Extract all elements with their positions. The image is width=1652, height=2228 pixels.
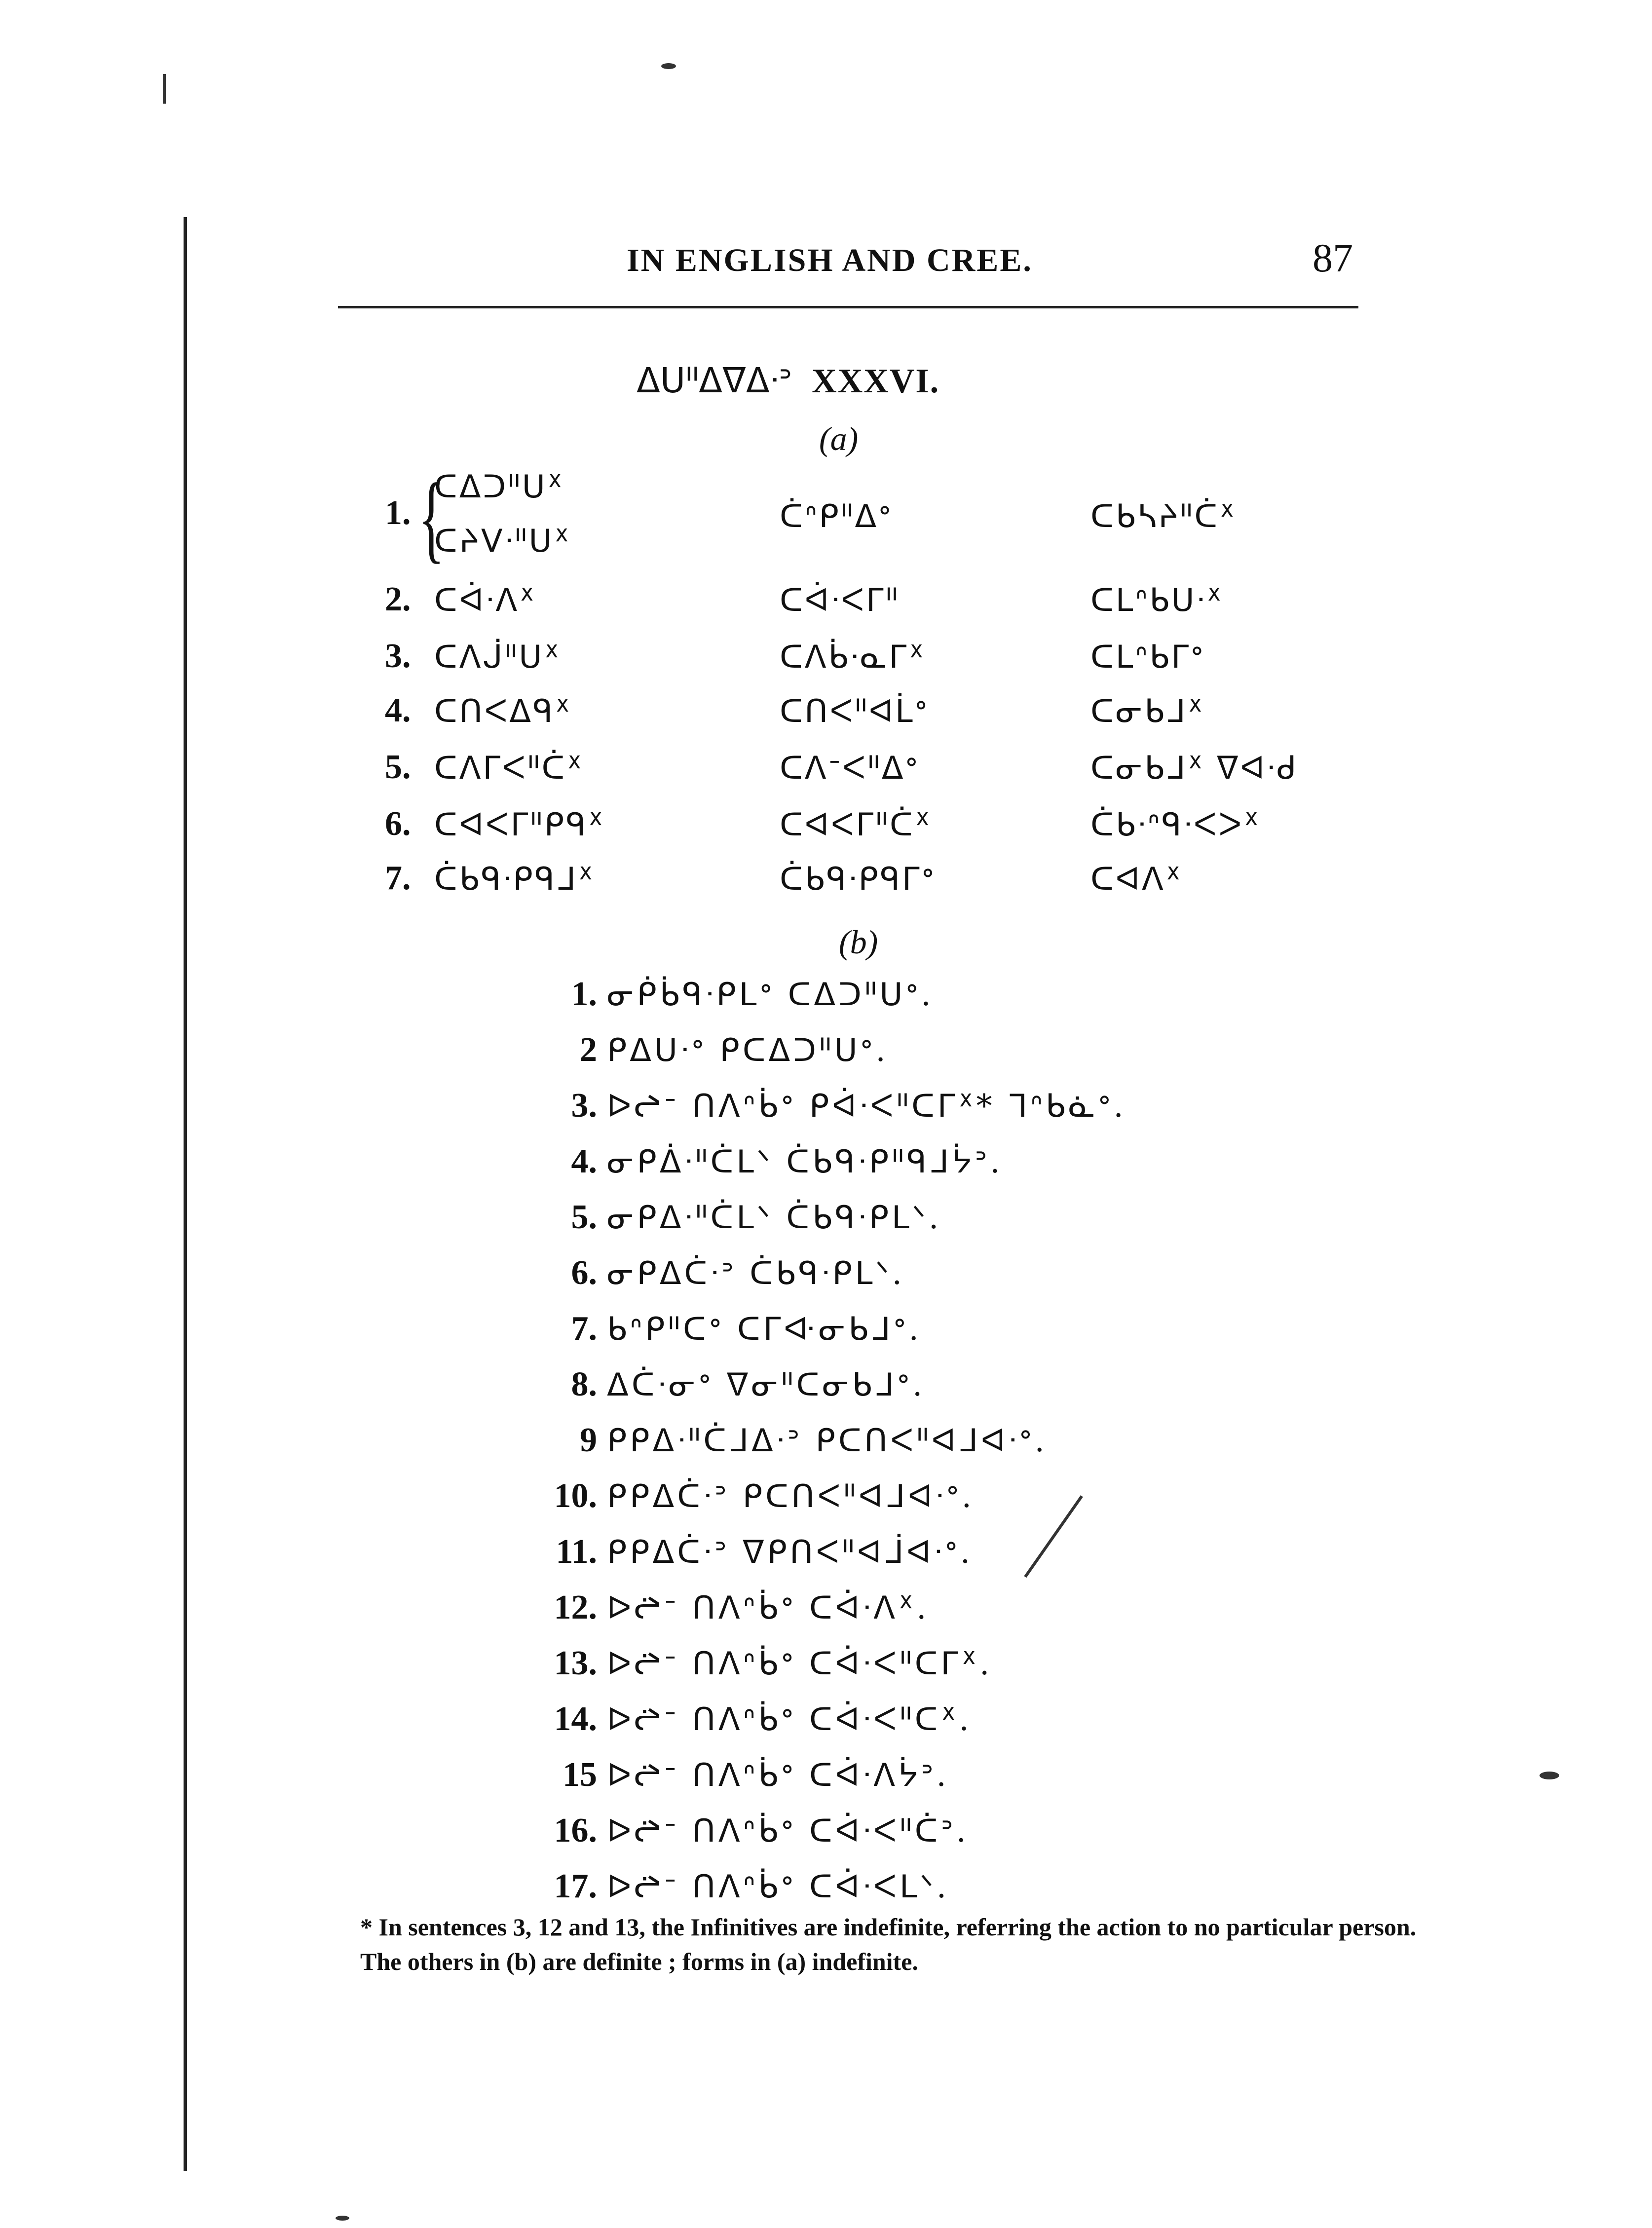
pencil-mark bbox=[1024, 1495, 1083, 1578]
part-a-label: (a) bbox=[819, 420, 859, 457]
part-b-row bbox=[543, 1755, 949, 1795]
ink-smudge bbox=[1539, 1772, 1559, 1779]
part-b-num: 2 bbox=[580, 1031, 597, 1069]
part-b-text: ᐅᖡᐨ ᑎᐱᐢᑳᐤ ᑕᐋᐧᐸᒪᐠ. bbox=[607, 1869, 950, 1905]
part-a-6-col1: ᑕᐊᐸᒥᐦᑭᑫᕽ bbox=[434, 807, 605, 843]
part-a-1-col2: ᑖᐢᑭᐦᐃᐤ bbox=[780, 498, 893, 535]
part-a-4-col2: ᑕᑎᐸᐦᐊᒫᐤ bbox=[780, 693, 929, 730]
part-a-7-col3: ᑕᐊᐱᕽ bbox=[1090, 861, 1183, 898]
ink-smudge bbox=[661, 63, 676, 69]
part-b-row bbox=[543, 1421, 1048, 1460]
part-b-row bbox=[543, 1198, 941, 1237]
part-a-2-col2: ᑕᐋᐧᐸᒥᐦ bbox=[780, 582, 900, 619]
part-a-2-col3: ᑕᒪᐢᑲᑌᐧᕽ bbox=[1090, 582, 1224, 619]
part-b-text: ᑭᑭᐃᑖᐧᐣ ᐁᑭᑎᐸᐦᐊᒨᐊᐧᐤ. bbox=[607, 1534, 974, 1571]
part-b-num: 12. bbox=[554, 1588, 597, 1626]
part-b-row bbox=[543, 1867, 949, 1906]
part-b-num: 15 bbox=[563, 1756, 597, 1794]
part-a-num-1: 1. bbox=[385, 494, 411, 532]
part-b-text: ᓂᑭᐃᑖᐧᐣ ᑖᑲᑫᐧᑭᒪᐠ. bbox=[607, 1255, 905, 1292]
part-a-1-col3: ᑕᑲᓴᔨᐦᑖᕽ bbox=[1090, 498, 1237, 535]
part-b-row bbox=[543, 1309, 922, 1349]
binding-line bbox=[184, 217, 187, 2171]
page-number: 87 bbox=[1313, 235, 1353, 280]
part-b-num: 14. bbox=[554, 1700, 597, 1738]
part-b-row bbox=[543, 1365, 925, 1404]
part-b-text: ᑭᐃᑌᐧᐤ ᑭᑕᐃᑐᐦᑌᐤ. bbox=[607, 1032, 889, 1069]
part-a-7-col1: ᑖᑲᑫᐧᑭᑫᒧᕽ bbox=[434, 861, 595, 898]
part-b-num: 4. bbox=[571, 1142, 597, 1180]
part-a-3-col3: ᑕᒪᐢᑲᒥᐤ bbox=[1090, 639, 1205, 676]
part-b-num: 10. bbox=[554, 1477, 597, 1515]
part-b-num: 9 bbox=[580, 1421, 597, 1459]
part-b-num: 6. bbox=[571, 1254, 597, 1292]
brace: { bbox=[418, 463, 445, 572]
header-rule bbox=[338, 306, 1358, 308]
part-b-num: 5. bbox=[571, 1198, 597, 1236]
margin-mark bbox=[163, 74, 166, 104]
part-b-row bbox=[543, 1030, 889, 1070]
section-roman-numeral: XXXVI. bbox=[812, 362, 940, 400]
part-b-text: ᐅᖡᐨ ᑎᐱᐢᑳᐤ ᑕᐋᐧᐱᔮᐣ. bbox=[607, 1757, 949, 1794]
part-b-row bbox=[543, 1476, 975, 1516]
part-b-text: ᐅᖡᐨ ᑎᐱᐢᑳᐤ ᑕᐋᐧᐸᐦᑖᐣ. bbox=[607, 1813, 969, 1850]
part-b-row bbox=[543, 1532, 973, 1572]
part-b-text: ᓂᑮᑳᑫᐧᑭᒪᐤ ᑕᐃᑐᐦᑌᐤ. bbox=[607, 977, 934, 1013]
part-b-num: 7. bbox=[571, 1310, 597, 1348]
ink-smudge bbox=[336, 2216, 349, 2221]
part-a-6-col2: ᑕᐊᐸᒥᐦᑖᕽ bbox=[780, 807, 932, 843]
part-a-3-col2: ᑕᐱᑳᐧᓇᒥᕽ bbox=[780, 639, 926, 676]
part-a-1-col1-a: ᑕᐃᑐᐦᑌᕽ bbox=[434, 469, 564, 505]
part-a-2-col1: ᑕᐋᐧᐱᕽ bbox=[434, 582, 537, 619]
part-b-num: 8. bbox=[571, 1365, 597, 1403]
part-b-num: 3. bbox=[571, 1087, 597, 1125]
part-a-num-5: 5. bbox=[385, 748, 411, 786]
footnote: * In sentences 3, 12 and 13, the Infinitives are indefinite, referring the action to no particular person. The others in (b) are definite ; forms in (a) indefinite. bbox=[360, 1913, 1417, 1975]
part-b-text: ᓂᑭᐃᐧᐦᑖᒪᐠ ᑖᑲᑫᐧᑭᒪᐠ. bbox=[607, 1200, 942, 1236]
part-b-row bbox=[543, 1588, 929, 1627]
part-b-text: ᑲᐢᑭᐦᑕᐤ ᑕᒥᐘᓂᑲᒧᐤ. bbox=[607, 1311, 922, 1348]
part-b-text: ᐅᖡᐨ ᑎᐱᐢᑳᐤ ᑕᐋᐧᐸᐦᑕᒥᕽ. bbox=[607, 1646, 993, 1682]
part-b-num: 16. bbox=[554, 1812, 597, 1850]
section-title bbox=[637, 360, 939, 401]
part-b-num: 17. bbox=[554, 1867, 597, 1905]
part-b-num: 11. bbox=[556, 1533, 597, 1571]
part-b-text: ᐅᖡᐨ ᑎᐱᐢᑳᐤ ᑕᐋᐧᐱᕽ. bbox=[607, 1590, 930, 1626]
part-b-row bbox=[543, 1644, 992, 1683]
part-b-text: ᑭᑭᐃᐧᐦᑖᒧᐃᐧᐣ ᑭᑕᑎᐸᐦᐊᒧᐊᐧᐤ. bbox=[607, 1423, 1048, 1459]
part-b-text: ᐅᖠᐨ ᑎᐱᐢᑳᐤ ᑭᐋᐧᐸᐦᑕᒥᕽ* ᒣᐢᑲᓈᐤ. bbox=[607, 1088, 1126, 1125]
part-a-num-7: 7. bbox=[385, 859, 411, 897]
part-b-text: ᐅᖡᐨ ᑎᐱᐢᑳᐤ ᑕᐋᐧᐸᐦᑕᕽ. bbox=[607, 1701, 972, 1738]
part-a-6-col3: ᑖᑲᐧᐢᑫᐧᐸᐳᕽ bbox=[1090, 807, 1261, 843]
part-a-num-4: 4. bbox=[385, 691, 411, 729]
part-b-row bbox=[543, 1142, 1003, 1181]
part-a-5-col2: ᑕᐱᐨᐸᐦᐃᐤ bbox=[780, 750, 920, 787]
part-b-text: ᓂᑭᐄᐧᐦᑖᒪᐠ ᑖᑲᑫᐧᑭᐦᑫᒧᔮᐣ. bbox=[607, 1144, 1003, 1180]
part-a-5-col1: ᑕᐱᒥᐸᐦᑖᕽ bbox=[434, 750, 584, 787]
section-syllabic-title: ᐃᑌᐦᐃᐁᐃᐧᐣ bbox=[637, 360, 792, 401]
part-a-num-3: 3. bbox=[385, 637, 411, 675]
part-a-3-col1: ᑕᐱᒎᐦᑌᕽ bbox=[434, 639, 562, 676]
part-a-7-col2: ᑖᑲᑫᐧᑭᑫᒥᐤ bbox=[780, 861, 936, 898]
part-a-4-col1: ᑕᑎᐸᐃᑫᕽ bbox=[434, 693, 572, 730]
part-b-num: 1. bbox=[571, 975, 597, 1013]
part-b-text: ᑭᑭᐃᑖᐧᐣ ᑭᑕᑎᐸᐦᐊᒧᐊᐧᐤ. bbox=[607, 1478, 975, 1515]
part-a-1-col1-b: ᑕᔨᐯᐧᐦᑌᕽ bbox=[434, 523, 571, 560]
part-b-row bbox=[543, 1811, 969, 1850]
part-a-num-2: 2. bbox=[385, 580, 411, 618]
part-b-label: (b) bbox=[839, 923, 878, 961]
part-b-num: 13. bbox=[554, 1644, 597, 1682]
part-a-5-col3: ᑕᓂᑲᒧᕽ ᐁᐊᐧᑯ bbox=[1090, 750, 1299, 787]
part-b-row bbox=[543, 975, 934, 1014]
part-a-num-6: 6. bbox=[385, 805, 411, 843]
part-b-text: ᐃᑖᐧᓂᐤ ᐁᓂᐦᑕᓂᑲᒧᐤ. bbox=[607, 1367, 926, 1403]
part-b-row bbox=[543, 1699, 972, 1739]
part-a-4-col3: ᑕᓂᑲᒧᕽ bbox=[1090, 693, 1205, 730]
part-b-row bbox=[543, 1253, 905, 1293]
part-b-row bbox=[543, 1086, 1126, 1126]
running-header: IN ENGLISH AND CREE. bbox=[627, 242, 1033, 278]
